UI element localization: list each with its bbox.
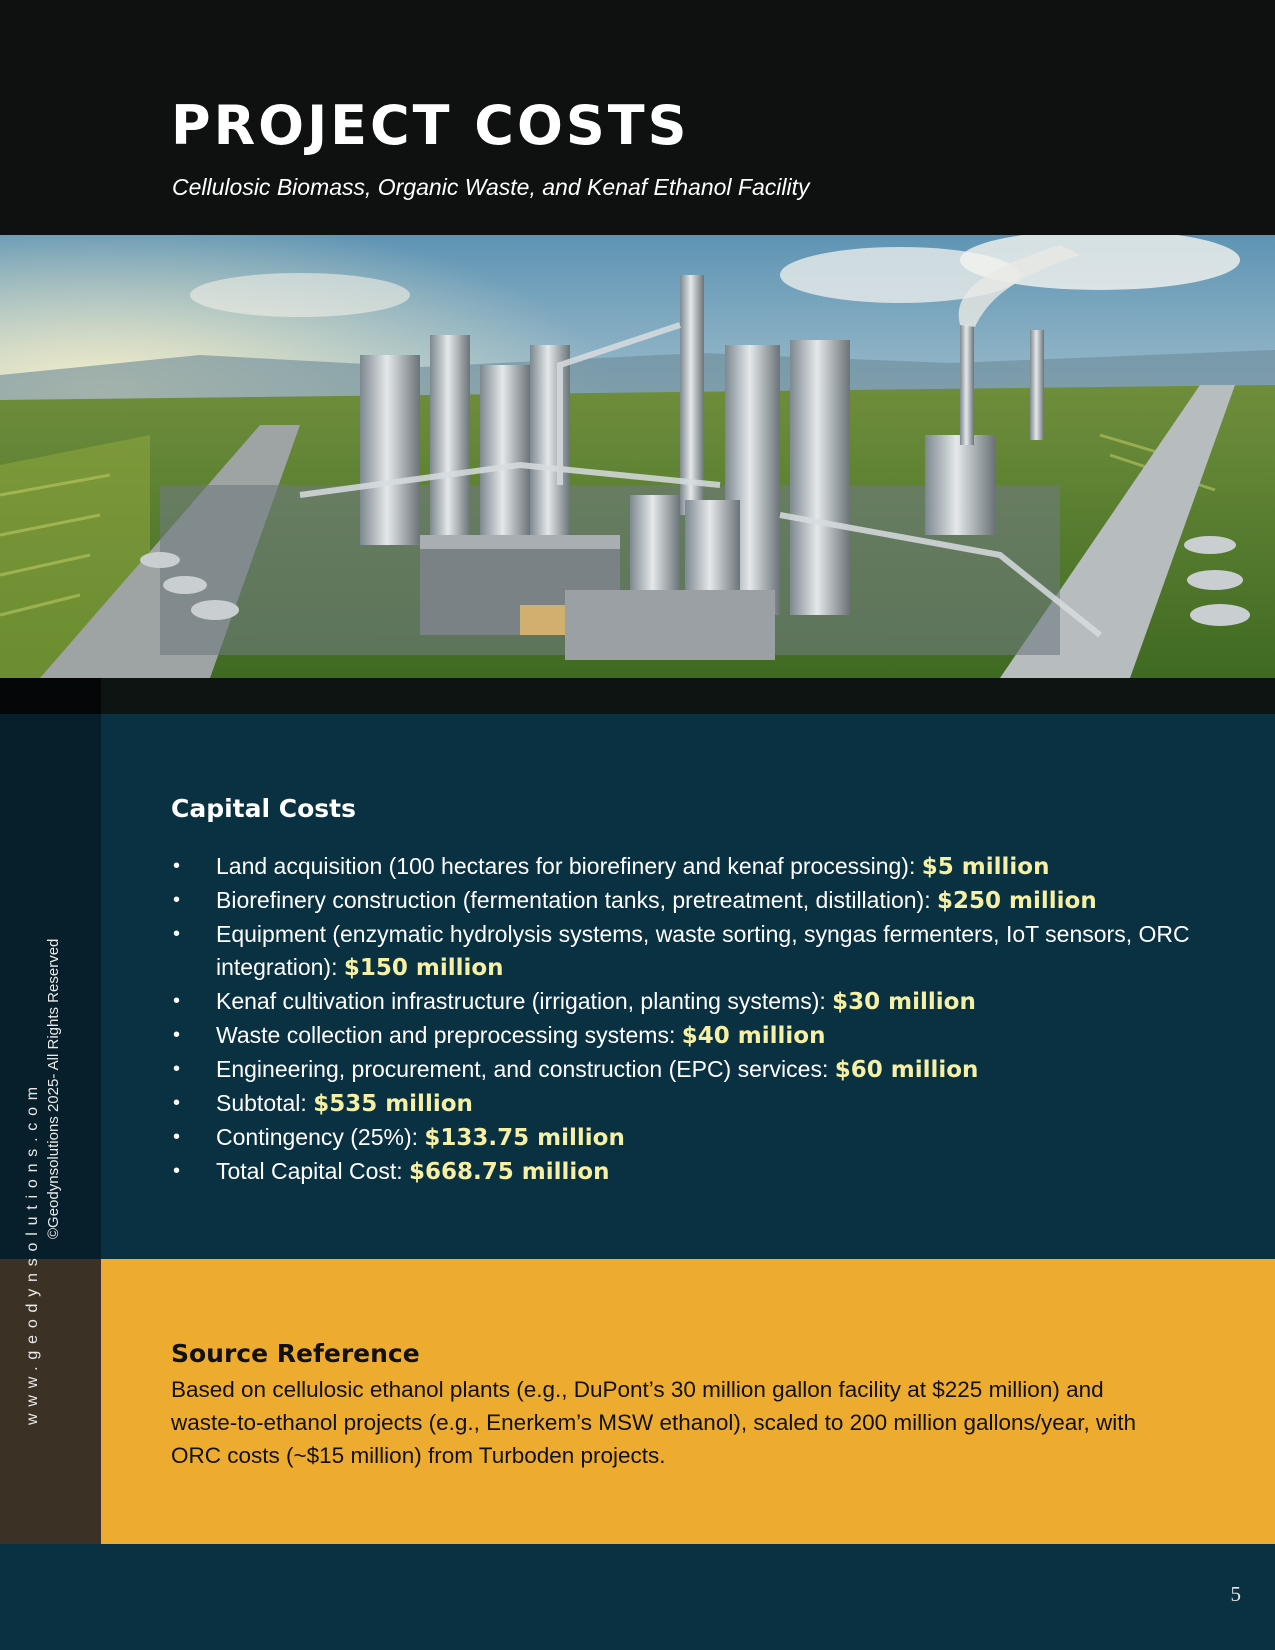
cost-amount: $30 million [832, 989, 976, 1015]
cost-amount: $5 million [921, 854, 1050, 880]
list-item [171, 884, 1241, 918]
sidebar-vertical-text [22, 865, 64, 1425]
cost-label: Kenaf cultivation infrastructure (irrigation, planting systems): [216, 988, 833, 1014]
cost-label: Land acquisition (100 hectares for biorefinery and kenaf processing): [216, 853, 922, 879]
website-url: www.geodynsolutions.com [24, 1080, 41, 1425]
bullet: • [173, 1024, 181, 1046]
cost-amount: $535 million [313, 1091, 473, 1117]
hero-image [0, 235, 1275, 678]
cost-amount: $133.75 million [424, 1125, 625, 1151]
cost-amount: $150 million [343, 955, 504, 981]
cost-label: Waste collection and preprocessing systems: [216, 1022, 682, 1048]
bullet: • [173, 923, 181, 945]
list-item [171, 985, 1241, 1019]
page-subtitle: Cellulosic Biomass, Organic Waste, and Kenaf Ethanol Facility [172, 174, 810, 200]
cost-label: Contingency (25%): [216, 1124, 425, 1150]
capital-costs-list [171, 850, 1241, 1189]
divider-band-corner [0, 678, 101, 714]
copyright-notice: ©Geodynsolutions 2025- All Rights Reserved [45, 938, 62, 1239]
divider-band [0, 678, 1275, 714]
cost-amount: $60 million [834, 1057, 979, 1083]
source-reference-heading: Source Reference [171, 1339, 420, 1368]
bullet: • [173, 1058, 181, 1080]
list-item [171, 1155, 1241, 1189]
cost-label: Total Capital Cost: [216, 1158, 410, 1184]
bullet: • [173, 990, 181, 1012]
bullet: • [173, 1126, 181, 1148]
source-reference-body: Based on cellulosic ethanol plants (e.g., DuPont’s 30 million gallon facility at $225 million) and waste-to-ethanol projects (e.g., Enerkem’s MSW ethanol), scaled to 200 million gallons/year, with ORC costs (~$15 million) from Turboden projects. [171, 1377, 1137, 1468]
cost-label: Subtotal: [216, 1090, 314, 1116]
capital-costs-section [101, 714, 1275, 1259]
page-title: PROJECT COSTS [171, 94, 690, 157]
cost-label: Engineering, procurement, and construction (EPC) services: [216, 1056, 835, 1082]
bullet: • [173, 1092, 181, 1114]
list-item [171, 850, 1241, 884]
header [0, 0, 1275, 235]
bullet: • [173, 855, 181, 877]
industrial-biorefinery-illustration-icon [0, 235, 1275, 678]
cost-label: Biorefinery construction (fermentation tanks, pretreatment, distillation): [216, 887, 937, 913]
bullet: • [173, 889, 181, 911]
list-item [171, 1121, 1241, 1155]
cost-label: Equipment (enzymatic hydrolysis systems, waste sorting, syngas fermenters, IoT sensors, ORC integration): [216, 921, 1190, 980]
cost-amount: $668.75 million [409, 1159, 610, 1185]
source-reference-section [101, 1259, 1275, 1544]
cost-amount: $40 million [681, 1023, 826, 1049]
bullet: • [173, 1160, 181, 1182]
page-number: 5 [1230, 1582, 1241, 1606]
footer [0, 1544, 1275, 1650]
cost-amount: $250 million [937, 888, 1097, 914]
list-item [171, 918, 1241, 985]
list-item [171, 1019, 1241, 1053]
list-item [171, 1087, 1241, 1121]
capital-costs-heading: Capital Costs [171, 794, 357, 823]
list-item [171, 1053, 1241, 1087]
